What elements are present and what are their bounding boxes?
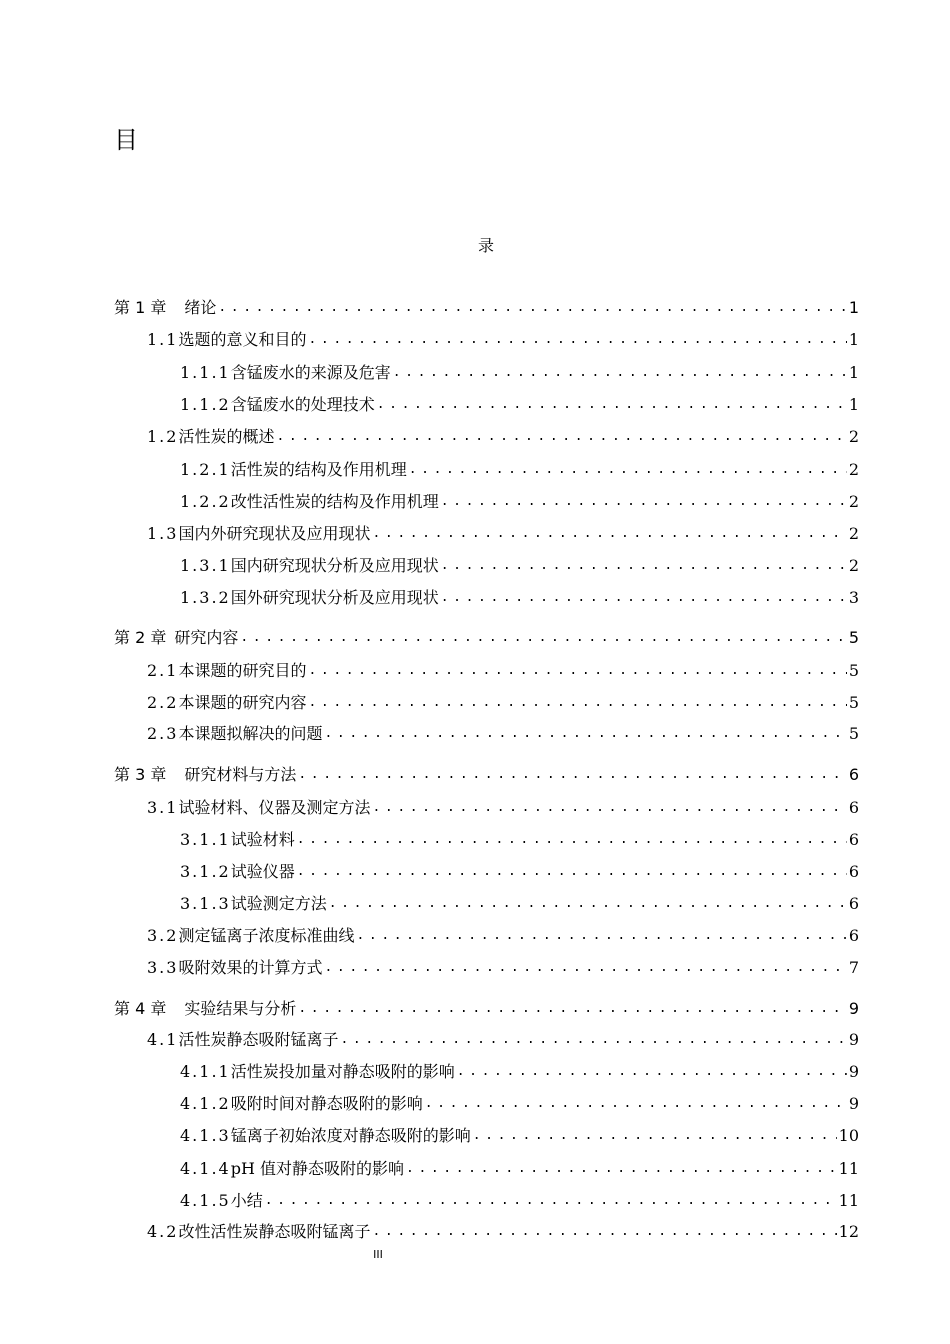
- toc-entry-page: 12: [838, 1222, 859, 1241]
- toc-dot-leader: [425, 1092, 847, 1116]
- toc-dot-leader: [329, 892, 847, 916]
- toc-dot-leader: [457, 1060, 847, 1084]
- toc-dot-leader: [276, 425, 846, 449]
- toc-dot-leader: [308, 691, 846, 715]
- toc-entry-page: 1: [848, 395, 859, 414]
- toc-entry-number: 3.1: [147, 798, 179, 817]
- toc-entry[interactable]: [114, 626, 859, 650]
- toc-dot-leader: [240, 626, 846, 650]
- toc-entry-title: 试验材料: [230, 830, 295, 849]
- toc-entry-page: 6: [848, 765, 859, 784]
- toc-dot-leader: [218, 296, 846, 320]
- toc-entry[interactable]: [147, 924, 859, 948]
- toc-entry-page: 9: [848, 1030, 859, 1049]
- toc-entry[interactable]: [147, 796, 859, 820]
- toc-entry[interactable]: [180, 586, 859, 610]
- toc-entry-number: 1.2.2: [180, 492, 231, 511]
- toc-entry[interactable]: [180, 393, 859, 417]
- toc-entry-number: 3.1.3: [180, 894, 231, 913]
- toc-entry-title: 绪论: [184, 298, 217, 317]
- toc-entry-number: 2.3: [147, 724, 179, 743]
- toc-entry[interactable]: [180, 1189, 859, 1213]
- toc-entry-number: 1.1: [147, 330, 179, 349]
- toc-entry[interactable]: [114, 997, 859, 1021]
- toc-entry-number: 2.2: [147, 693, 179, 712]
- toc-dot-leader: [393, 361, 847, 385]
- toc-entry[interactable]: [147, 691, 859, 715]
- toc-entry-number: 1.1.2: [180, 395, 231, 414]
- toc-entry[interactable]: [180, 554, 859, 578]
- toc-entry-number: 1.3: [147, 524, 179, 543]
- toc-entry-title: 活性炭的结构及作用机理: [230, 460, 407, 479]
- toc-entry-page: 2: [848, 556, 859, 575]
- page-number: III: [373, 1248, 383, 1261]
- toc-entry-page: 9: [848, 1094, 859, 1113]
- toc-entry-page: 1: [848, 330, 859, 349]
- toc-entry-number: 4.1.1: [180, 1062, 231, 1081]
- toc-entry[interactable]: [180, 892, 859, 916]
- toc-entry-title: 试验仪器: [230, 862, 295, 881]
- toc-entry[interactable]: [180, 1060, 859, 1084]
- toc-entry-page: 3: [848, 588, 859, 607]
- toc-entry-page: 6: [848, 798, 859, 817]
- toc-entry-title: 国内研究现状分析及应用现状: [230, 556, 439, 575]
- toc-dot-leader: [356, 924, 846, 948]
- toc-entry-page: 9: [848, 999, 859, 1018]
- toc-entry-page: 2: [848, 492, 859, 511]
- toc-entry-title: 国外研究现状分析及应用现状: [230, 588, 439, 607]
- toc-entry-title: 改性活性炭静态吸附锰离子: [178, 1222, 371, 1241]
- toc-entry[interactable]: [147, 1028, 859, 1052]
- toc-entry-page: 2: [848, 460, 859, 479]
- toc-entry-title: 本课题拟解决的问题: [178, 724, 323, 743]
- toc-entry-title: 本课题的研究内容: [178, 693, 307, 712]
- toc-entry-number: 3.3: [147, 958, 179, 977]
- toc-entry-number: 4.1.3: [180, 1126, 231, 1145]
- toc-entry-title: 实验结果与分析: [184, 999, 297, 1018]
- toc-entry[interactable]: [114, 296, 859, 320]
- toc-dot-leader: [441, 490, 847, 514]
- toc-dot-leader: [265, 1189, 837, 1213]
- toc-entry-page: 5: [848, 661, 859, 680]
- toc-entry-title: 活性炭静态吸附锰离子: [178, 1030, 339, 1049]
- toc-entry-title: 吸附时间对静态吸附的影响: [230, 1094, 423, 1113]
- toc-dot-leader: [297, 860, 847, 884]
- toc-entry-title: 试验材料、仪器及测定方法: [178, 798, 371, 817]
- toc-entry-page: 7: [848, 958, 859, 977]
- toc-entry[interactable]: [114, 763, 859, 787]
- toc-entry-title: 含锰废水的处理技术: [230, 395, 375, 414]
- toc-entry-title: 活性炭的概述: [178, 427, 275, 446]
- toc-entry-title: 试验测定方法: [230, 894, 327, 913]
- toc-entry-title: 小结: [230, 1191, 263, 1210]
- toc-entry[interactable]: [147, 522, 859, 546]
- toc-entry-number: 4.1.4: [180, 1159, 231, 1178]
- toc-dot-leader: [340, 1028, 846, 1052]
- toc-entry-title: 选题的意义和目的: [178, 330, 307, 349]
- toc-entry-number: 第 4 章: [114, 999, 167, 1018]
- toc-heading-part-1: 目: [114, 126, 138, 154]
- toc-dot-leader: [308, 659, 846, 683]
- toc-entry-title: 活性炭投加量对静态吸附的影响: [230, 1062, 455, 1081]
- toc-entry-number: 第 2 章: [114, 628, 167, 647]
- toc-entry-number: 第 1 章: [114, 298, 167, 317]
- toc-entry-page: 6: [848, 862, 859, 881]
- toc-dot-leader: [372, 522, 846, 546]
- toc-entry-page: 1: [848, 298, 859, 317]
- toc-dot-leader: [409, 458, 847, 482]
- toc-dot-leader: [324, 956, 846, 980]
- toc-entry[interactable]: [180, 828, 859, 852]
- toc-entry[interactable]: [180, 1092, 859, 1116]
- toc-dot-leader: [441, 554, 847, 578]
- toc-dot-leader: [377, 393, 847, 417]
- toc-entry[interactable]: [147, 425, 859, 449]
- toc-entry-number: 1.3.2: [180, 588, 231, 607]
- toc-entry-page: 9: [848, 1062, 859, 1081]
- toc-entry-page: 5: [848, 628, 859, 647]
- toc-entry-page: 2: [848, 524, 859, 543]
- toc-entry-page: 5: [848, 693, 859, 712]
- toc-heading-part-2: 录: [477, 236, 494, 255]
- toc-dot-leader: [473, 1124, 837, 1148]
- toc-entry-number: 2.1: [147, 661, 179, 680]
- toc-entry[interactable]: [180, 490, 859, 514]
- toc-entry-title: 锰离子初始浓度对静态吸附的影响: [230, 1126, 471, 1145]
- toc-entry-page: 6: [848, 926, 859, 945]
- toc-entry[interactable]: [180, 458, 859, 482]
- toc-entry[interactable]: [147, 722, 859, 746]
- toc-entry-number: 1.2: [147, 427, 179, 446]
- toc-entry[interactable]: [180, 1124, 859, 1148]
- toc-entry-title: 国内外研究现状及应用现状: [178, 524, 371, 543]
- toc-entry[interactable]: [147, 328, 859, 352]
- toc-dot-leader: [297, 828, 847, 852]
- toc-entry-number: 3.1.2: [180, 862, 231, 881]
- toc-entry-page: 6: [848, 830, 859, 849]
- toc-entry-number: 3.1.1: [180, 830, 231, 849]
- toc-entry-title: 研究材料与方法: [184, 765, 297, 784]
- toc-entry-number: 4.1: [147, 1030, 179, 1049]
- toc-entry-title: 含锰废水的来源及危害: [230, 363, 391, 382]
- toc-entry-page: 11: [838, 1191, 859, 1210]
- toc-entry[interactable]: [180, 1157, 859, 1181]
- toc-entry[interactable]: [147, 956, 859, 980]
- toc-dot-leader: [324, 722, 846, 746]
- toc-entry-page: 11: [838, 1159, 859, 1178]
- toc-entry-number: 1.2.1: [180, 460, 231, 479]
- toc-entry-title: 研究内容: [174, 628, 239, 647]
- toc-entry-number: 第 3 章: [114, 765, 167, 784]
- toc-entry-page: 6: [848, 894, 859, 913]
- toc-dot-leader: [372, 1220, 836, 1244]
- toc-entry-number: 1.3.1: [180, 556, 231, 575]
- toc-dot-leader: [441, 586, 847, 610]
- toc-entry-title: pH 值对静态吸附的影响: [230, 1159, 405, 1178]
- toc-entry[interactable]: [180, 361, 859, 385]
- toc-dot-leader: [406, 1157, 837, 1181]
- toc-dot-leader: [298, 997, 846, 1021]
- toc-entry-page: 1: [848, 363, 859, 382]
- toc-entry[interactable]: [147, 659, 859, 683]
- toc-entry-title: 测定锰离子浓度标准曲线: [178, 926, 355, 945]
- toc-entry-number: 4.2: [147, 1222, 179, 1241]
- toc-entry-number: 1.1.1: [180, 363, 231, 382]
- toc-dot-leader: [372, 796, 846, 820]
- toc-entry-title: 改性活性炭的结构及作用机理: [230, 492, 439, 511]
- toc-entry-title: 本课题的研究目的: [178, 661, 307, 680]
- toc-entry-number: 4.1.5: [180, 1191, 231, 1210]
- toc-entry-page: 10: [838, 1126, 859, 1145]
- toc-entry-title: 吸附效果的计算方式: [178, 958, 323, 977]
- toc-entry[interactable]: [147, 1220, 859, 1244]
- toc-entry-number: 3.2: [147, 926, 179, 945]
- toc-dot-leader: [308, 328, 846, 352]
- toc-dot-leader: [298, 763, 846, 787]
- toc-entry-page: 5: [848, 724, 859, 743]
- toc-entry-number: 4.1.2: [180, 1094, 231, 1113]
- toc-entry[interactable]: [180, 860, 859, 884]
- toc-entry-page: 2: [848, 427, 859, 446]
